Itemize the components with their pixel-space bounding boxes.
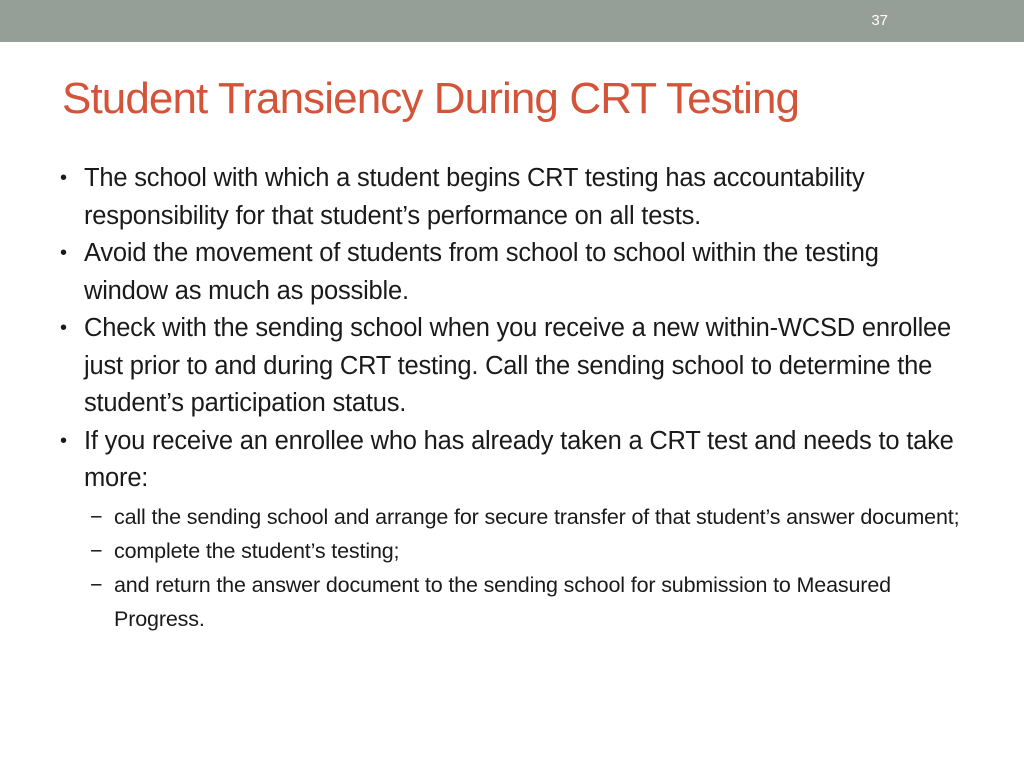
bullet-text: The school with which a student begins CRT testing has accountability responsibility for that student’s performance on all tests. xyxy=(84,164,865,230)
bullet-item xyxy=(60,423,960,498)
bullet-item xyxy=(60,160,960,235)
sub-bullet-item xyxy=(88,534,960,568)
slide-content xyxy=(60,160,960,636)
slide-title: Student Transiency During CRT Testing xyxy=(62,74,800,123)
sub-bullet-marker: − xyxy=(90,538,103,563)
sub-bullet-list xyxy=(88,500,960,636)
bullet-item xyxy=(60,235,960,310)
sub-bullet-marker: − xyxy=(90,572,103,597)
sub-bullet-item xyxy=(88,500,960,534)
sub-bullet-marker: − xyxy=(90,504,103,529)
sub-bullet-text: and return the answer document to the sending school for submission to Measured Progress. xyxy=(114,572,891,631)
sub-bullet-item xyxy=(88,568,960,636)
sub-bullet-text: call the sending school and arrange for secure transfer of that student’s answer document; xyxy=(114,504,960,529)
bullet-text: Avoid the movement of students from school to school within the testing window as much as possible. xyxy=(84,239,879,305)
bullet-marker: • xyxy=(60,242,67,264)
sub-bullet-text: complete the student’s testing; xyxy=(114,538,400,563)
bullet-item xyxy=(60,310,960,423)
top-bar xyxy=(0,0,1024,42)
bullet-marker: • xyxy=(60,167,67,189)
bullet-marker: • xyxy=(60,429,67,452)
bullet-text: Check with the sending school when you receive a new within-WCSD enrollee just prior to and during CRT testing. Call the sending school to determine the student’s participation status. xyxy=(84,314,952,417)
bullet-text: If you receive an enrollee who has already taken a CRT test and needs to take more: xyxy=(84,426,954,492)
bullet-marker: • xyxy=(60,317,67,339)
slide-number: 37 xyxy=(871,12,888,29)
